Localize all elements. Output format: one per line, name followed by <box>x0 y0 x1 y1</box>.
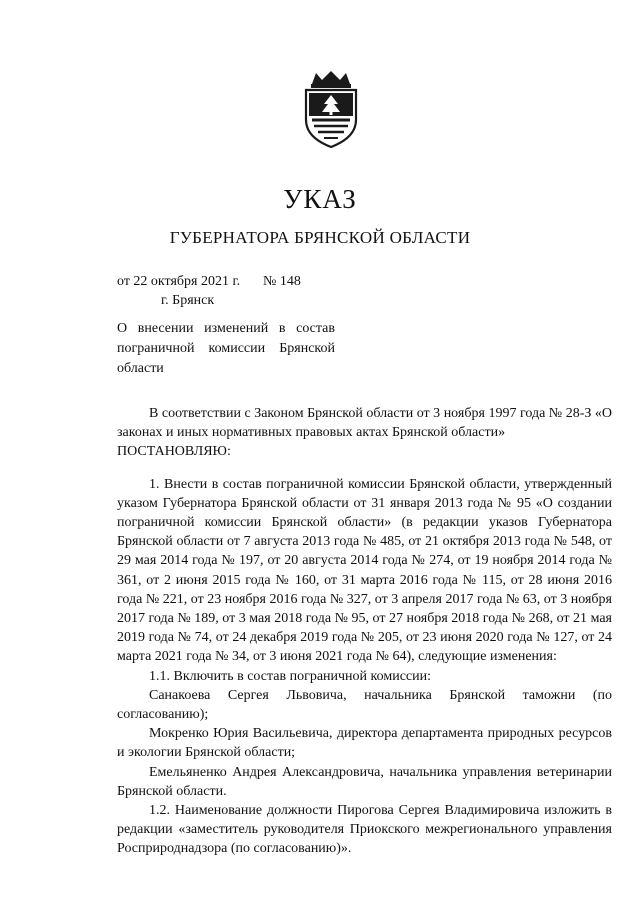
decree-date: от 22 октября 2021 г. <box>117 274 241 289</box>
item-1-1-paragraph: 1.1. Включить в состав пограничной комиссии: <box>149 668 432 684</box>
coat-of-arms-icon <box>300 70 362 148</box>
member-paragraph: Мокренко Юрия Васильевича, директора департамента природных ресурсов и экологии Брянской области; <box>117 726 612 761</box>
decree-subject: О внесении изменений в состав пограничной комиссии Брянской области <box>117 321 335 376</box>
resolve-paragraph: ПОСТАНОВЛЯЮ: <box>117 444 231 460</box>
preamble-paragraph: В соответствии с Законом Брянской области от 3 ноября 1997 года № 28-З «О законах и иных нормативных правовых актах Брянской области» <box>117 406 612 441</box>
item-1-2-paragraph: 1.2. Наименование должности Пирогова Сергея Владимировича изложить в редакции «заместитель руководителя Приокского межрегионального управления Росприроднадзора (по согласованию)». <box>117 803 612 857</box>
decree-city: г. Брянск <box>161 293 215 308</box>
document-subtitle: ГУБЕРНАТОРА БРЯНСКОЙ ОБЛАСТИ <box>169 228 471 247</box>
member-paragraph: Санакоева Сергея Львовича, начальника Брянской таможни (по согласованию); <box>117 687 612 723</box>
member-paragraph: Емельяненко Андрея Александровича, начальника управления ветеринарии Брянской области. <box>117 764 612 799</box>
decree-body <box>117 404 612 859</box>
item-1-paragraph: 1. Внести в состав пограничной комиссии Брянской области, утвержденный указом Губернатора Брянской области от 31 января 2013 года № 95 «О создании пограничной комиссии Брянской области» (в редакции указов Губернатора Брянской области от 7 августа 2013 года № 485, от 21 октября 2013 года № 548, от 29 мая 2014 года № 197, от 20 августа 2014 года № 274, от 19 ноября 2014 года № 361, от 2 июня 2015 года № 160, от 31 марта 2016 года № 115, от 28 июня 2016 года № 221, от 23 ноября 2016 года № 327, от 3 апреля 2017 года № 63, от 3 ноября 2017 года № 189, от 3 мая 2018 года № 95, от 27 ноября 2018 года № 268, от 21 мая 2019 года № 74, от 24 декабря 2019 года № 205, от 23 июня 2020 года № 127, от 24 марта 2021 года № 34, от 3 июня 2021 года № 64), следующие изменения: <box>117 476 612 665</box>
document-title: УКАЗ <box>283 184 357 214</box>
decree-number: № 148 <box>263 274 301 289</box>
